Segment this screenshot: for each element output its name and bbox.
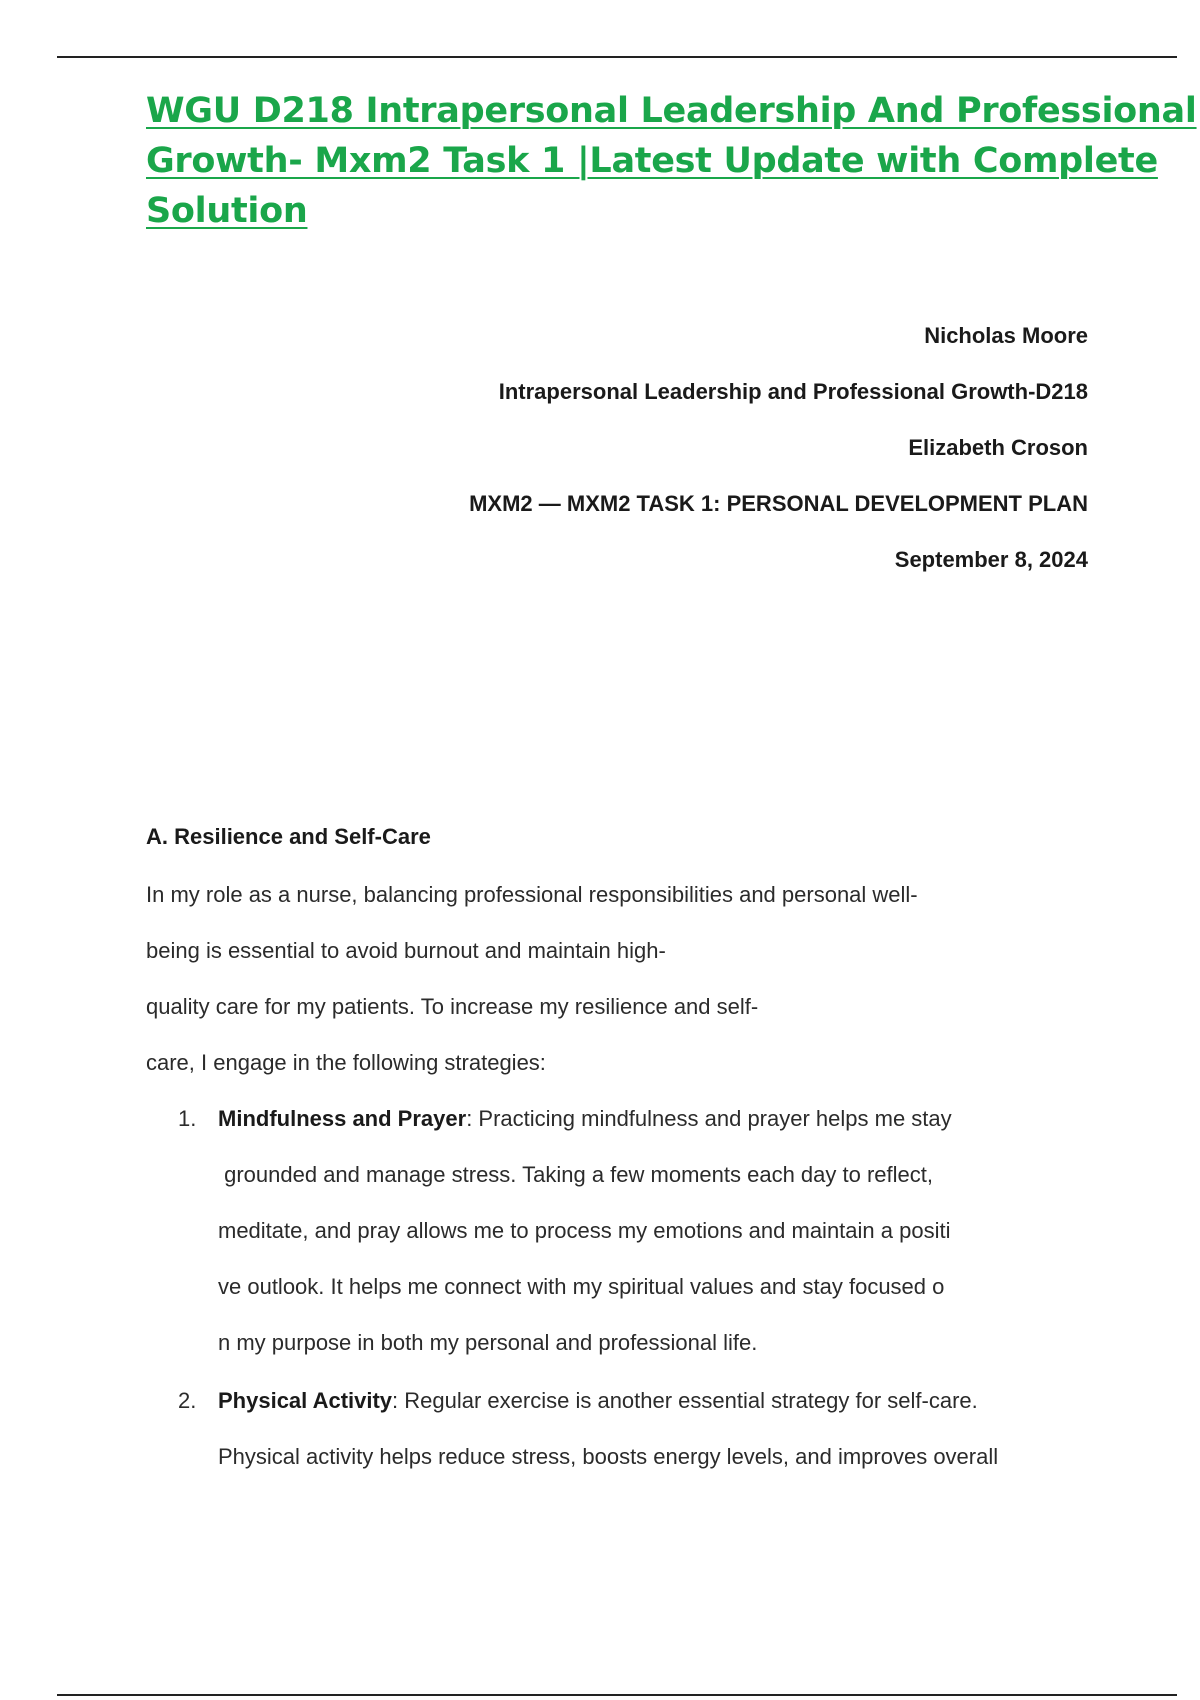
list-item-first-line — [218, 1386, 998, 1442]
list-item-line: n my purpose in both my personal and professional life. — [218, 1330, 758, 1355]
instructor-name: Elizabeth Croson — [908, 435, 1088, 460]
list-item-term: Mindfulness and Prayer — [218, 1106, 467, 1131]
list-item-line: meditate, and pray allows me to process my emotions and maintain a positi — [218, 1218, 951, 1243]
section-heading: A. Resilience and Self-Care — [146, 824, 431, 849]
list-number: 2. — [178, 1388, 197, 1413]
document-title[interactable] — [146, 86, 1197, 236]
list-item-first-line — [218, 1104, 952, 1160]
list-item-line: Physical activity helps reduce stress, boosts energy levels, and improves overall — [218, 1444, 999, 1469]
submission-date: September 8, 2024 — [894, 547, 1088, 572]
list-item-line: ve outlook. It helps me connect with my spiritual values and stay focused o — [218, 1274, 945, 1299]
intro-paragraph — [146, 880, 918, 1104]
title-line[interactable]: Solution — [146, 191, 308, 231]
title-block — [469, 316, 1088, 596]
paragraph-line: care, I engage in the following strategies: — [146, 1050, 546, 1075]
list-item-text: : Regular exercise is another essential strategy for self-care. — [392, 1388, 978, 1413]
list-item-term: Physical Activity — [218, 1388, 393, 1413]
list-item-line: grounded and manage stress. Taking a few moments each day to reflect, — [218, 1162, 933, 1187]
bottom-rule — [57, 1694, 1177, 1696]
assignment-name: MXM2 — MXM2 TASK 1: PERSONAL DEVELOPMENT PLAN — [469, 491, 1088, 516]
title-line[interactable]: Growth- Mxm2 Task 1 |Latest Update with Complete — [146, 141, 1158, 181]
title-line[interactable]: WGU D218 Intrapersonal Leadership And Professional — [146, 91, 1197, 131]
list-item-text: : Practicing mindfulness and prayer helps me stay — [466, 1106, 952, 1131]
author-name: Nicholas Moore — [924, 323, 1088, 348]
paragraph-line: being is essential to avoid burnout and maintain high- — [146, 938, 666, 963]
course-name: Intrapersonal Leadership and Professional Growth-D218 — [498, 379, 1088, 404]
top-rule — [57, 56, 1177, 58]
paragraph-line: quality care for my patients. To increase my resilience and self- — [146, 994, 759, 1019]
paragraph-line: In my role as a nurse, balancing professional responsibilities and personal well- — [146, 882, 918, 907]
list-number: 1. — [178, 1106, 197, 1131]
